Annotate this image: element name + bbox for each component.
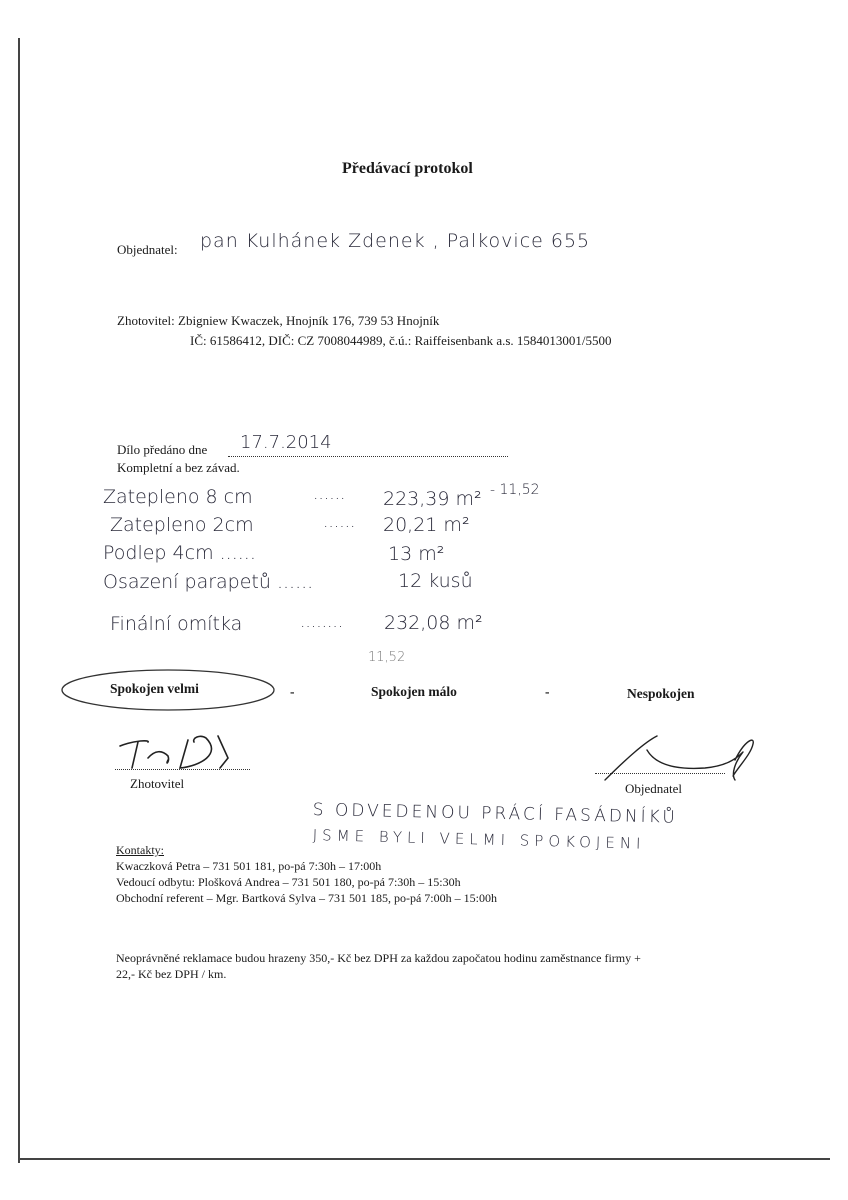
- satisfaction-separator: -: [290, 684, 295, 699]
- comment-line2: JSME BYLI VELMI SPOKOJENI: [312, 826, 646, 853]
- customer-signature-line: [595, 772, 725, 774]
- satisfaction-option-none[interactable]: Nespokojen: [627, 686, 695, 701]
- customer-signature-label: Objednatel: [625, 781, 683, 796]
- item-name: Finální omítka: [110, 613, 243, 635]
- customer-label: Objednatel:: [117, 242, 178, 257]
- item-value: 13 m²: [388, 543, 445, 565]
- item-name: Podlep 4cm ......: [103, 542, 256, 564]
- satisfaction-option-little[interactable]: Spokojen málo: [371, 684, 457, 699]
- contacts-line: Obchodní referent – Mgr. Bartková Sylva – 731 501 185, po-pá 7:00h – 15:00h: [116, 891, 497, 905]
- contractor-line2: IČ: 61586412, DIČ: CZ 7008044989, č.ú.: Raiffeisenbank a.s. 1584013001/5500: [190, 333, 612, 348]
- scan-bottom-edge: [18, 1158, 830, 1160]
- item-dots: ........: [300, 612, 344, 632]
- margin-note: 11,52: [368, 650, 406, 665]
- satisfaction-separator: -: [545, 684, 550, 699]
- contractor-signature-line: [115, 768, 250, 770]
- contractor-line1: Zhotovitel: Zbigniew Kwaczek, Hnojník 176, 739 53 Hnojník: [117, 313, 440, 328]
- item-value: 20,21 m²: [383, 514, 470, 536]
- customer-handwritten: pan Kulhánek Zdenek , Palkovice 655: [200, 230, 591, 252]
- handover-date-line: [228, 455, 508, 457]
- contacts-heading: Kontakty:: [116, 843, 164, 857]
- contacts-line: Kwaczková Petra – 731 501 181, po-pá 7:30h – 17:00h: [116, 859, 382, 873]
- contractor-signature-label: Zhotovitel: [130, 776, 185, 791]
- page-title: Předávací protokol: [342, 160, 473, 177]
- contacts-line: Vedoucí odbytu: Plošková Andrea – 731 501 180, po-pá 7:30h – 15:30h: [116, 875, 461, 889]
- handover-status: Kompletní a bez závad.: [117, 460, 240, 475]
- comment-line1: S ODVEDENOU PRÁCÍ FASÁDNÍKŮ: [312, 800, 678, 828]
- item-dots: ......: [323, 512, 356, 532]
- item-name: Osazení parapetů ......: [103, 571, 314, 593]
- item-value: 223,39 m²: [383, 488, 482, 510]
- item-value: 232,08 m²: [384, 612, 483, 634]
- footer-line2: 22,- Kč bez DPH / km.: [116, 967, 227, 981]
- footer-line1: Neoprávněné reklamace budou hrazeny 350,- Kč bez DPH za každou započatou hodinu zaměstnance firmy +: [116, 951, 641, 965]
- satisfaction-option-very[interactable]: Spokojen velmi: [110, 681, 199, 696]
- scan-left-edge: [18, 38, 20, 1163]
- item-name: Zatepleno 2cm: [110, 514, 254, 536]
- item-value: 12 kusů: [398, 570, 473, 592]
- handover-label: Dílo předáno dne: [117, 442, 208, 457]
- item-dots: ......: [313, 484, 346, 504]
- item-note: - 11,52: [490, 482, 540, 498]
- handover-date: 17.7.2014: [240, 432, 332, 453]
- item-name: Zatepleno 8 cm: [103, 486, 253, 508]
